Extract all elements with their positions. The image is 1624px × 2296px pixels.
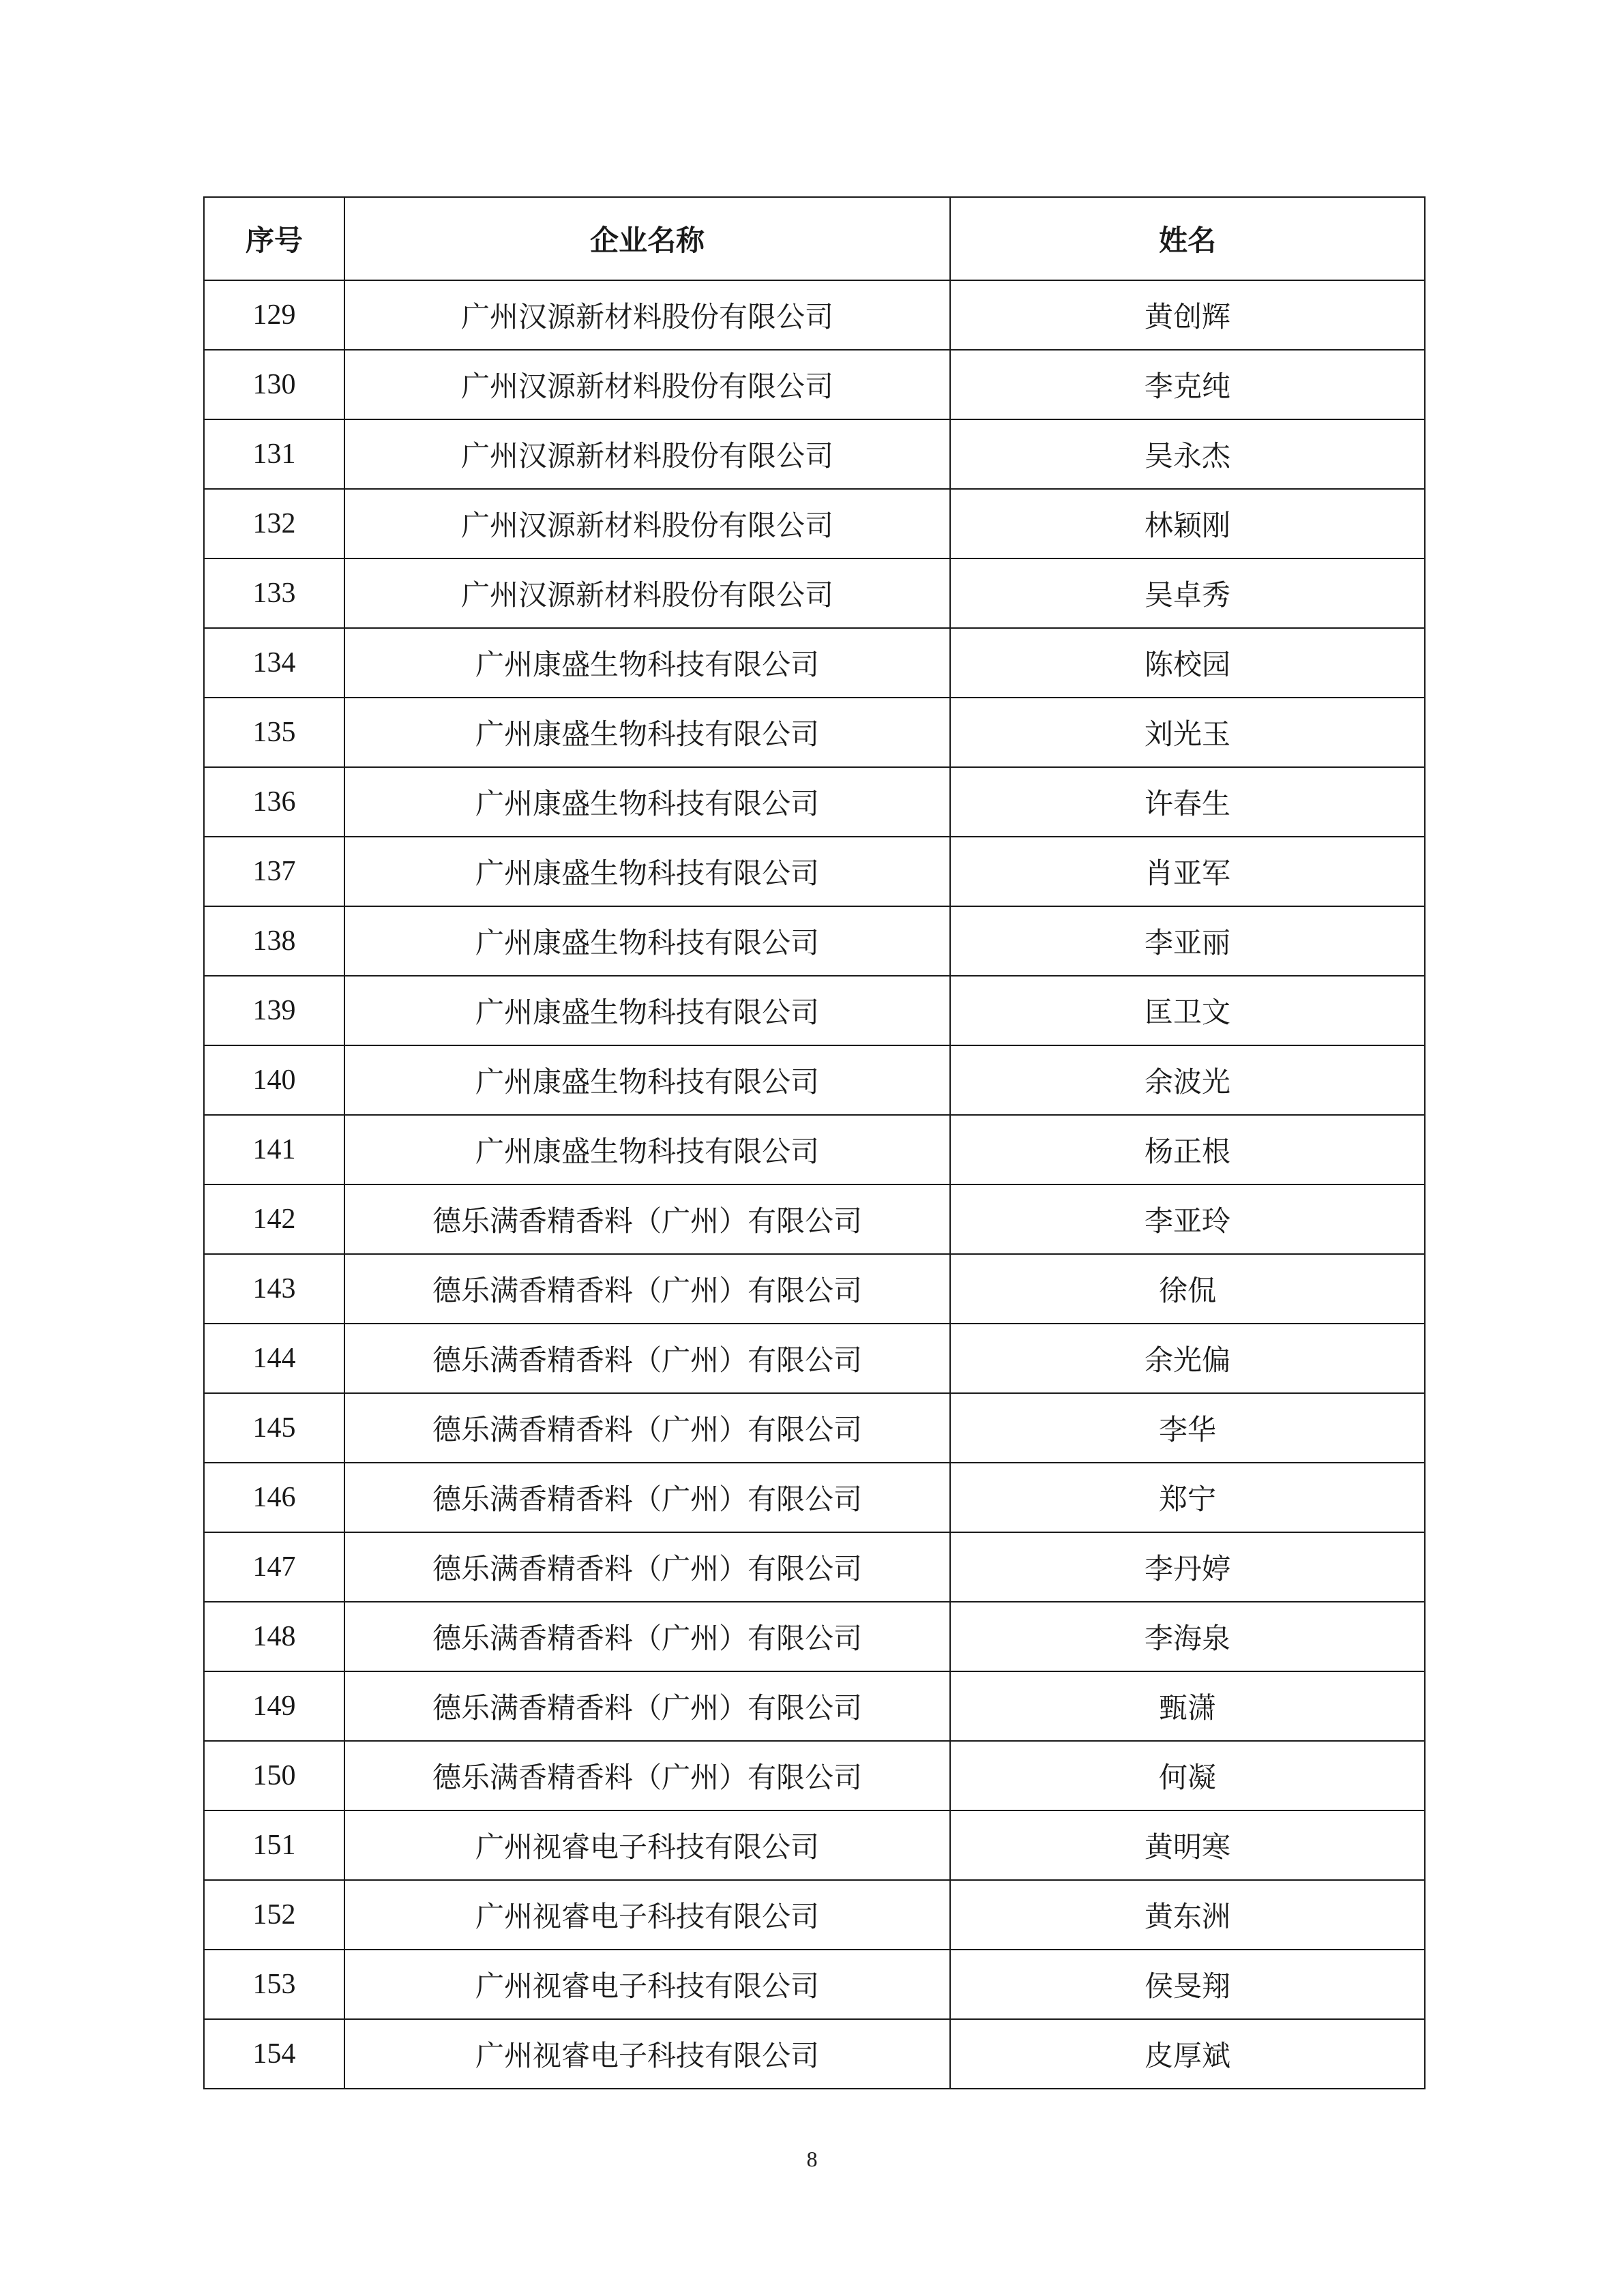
table-row [204, 2019, 1425, 2089]
table-row [204, 698, 1425, 767]
table-row [204, 1463, 1425, 1532]
person-name-cell: 许春生 [950, 767, 1425, 837]
person-name-cell: 刘光玉 [950, 698, 1425, 767]
person-name-cell: 黄明寒 [950, 1810, 1425, 1880]
serial-number-cell: 146 [204, 1463, 344, 1532]
serial-number-cell: 131 [204, 419, 344, 489]
header-serial-number: 序号 [204, 197, 344, 280]
personnel-table [203, 196, 1426, 2089]
person-name-cell: 何凝 [950, 1741, 1425, 1810]
person-name-cell: 李亚玲 [950, 1184, 1425, 1254]
person-name-cell: 黄东洲 [950, 1880, 1425, 1950]
person-name-cell: 侯旻翔 [950, 1950, 1425, 2019]
header-company-name: 企业名称 [344, 197, 950, 280]
company-name-cell: 德乐满香精香料（广州）有限公司 [344, 1184, 950, 1254]
serial-number-cell: 147 [204, 1532, 344, 1602]
serial-number-cell: 150 [204, 1741, 344, 1810]
company-name-cell: 广州康盛生物科技有限公司 [344, 1115, 950, 1184]
table-row [204, 1045, 1425, 1115]
table-row [204, 628, 1425, 698]
person-name-cell: 吴永杰 [950, 419, 1425, 489]
serial-number-cell: 143 [204, 1254, 344, 1324]
person-name-cell: 吴卓秀 [950, 558, 1425, 628]
company-name-cell: 广州康盛生物科技有限公司 [344, 698, 950, 767]
table-row [204, 976, 1425, 1045]
company-name-cell: 广州视睿电子科技有限公司 [344, 1880, 950, 1950]
table-row [204, 1254, 1425, 1324]
serial-number-cell: 152 [204, 1880, 344, 1950]
person-name-cell: 郑宁 [950, 1463, 1425, 1532]
table-row [204, 1741, 1425, 1810]
company-name-cell: 德乐满香精香料（广州）有限公司 [344, 1463, 950, 1532]
person-name-cell: 李亚丽 [950, 906, 1425, 976]
company-name-cell: 德乐满香精香料（广州）有限公司 [344, 1741, 950, 1810]
company-name-cell: 广州汉源新材料股份有限公司 [344, 558, 950, 628]
person-name-cell: 杨正根 [950, 1115, 1425, 1184]
table-row [204, 1324, 1425, 1393]
table-row [204, 1393, 1425, 1463]
serial-number-cell: 141 [204, 1115, 344, 1184]
serial-number-cell: 135 [204, 698, 344, 767]
header-person-name: 姓名 [950, 197, 1425, 280]
person-name-cell: 肖亚军 [950, 837, 1425, 906]
serial-number-cell: 153 [204, 1950, 344, 2019]
table-row [204, 419, 1425, 489]
serial-number-cell: 139 [204, 976, 344, 1045]
company-name-cell: 广州视睿电子科技有限公司 [344, 1950, 950, 2019]
table-row [204, 1950, 1425, 2019]
table-row [204, 558, 1425, 628]
person-name-cell: 李海泉 [950, 1602, 1425, 1671]
person-name-cell: 匡卫文 [950, 976, 1425, 1045]
serial-number-cell: 130 [204, 350, 344, 419]
company-name-cell: 德乐满香精香料（广州）有限公司 [344, 1324, 950, 1393]
company-name-cell: 广州汉源新材料股份有限公司 [344, 280, 950, 350]
table-row [204, 837, 1425, 906]
table-row [204, 350, 1425, 419]
serial-number-cell: 148 [204, 1602, 344, 1671]
table-row [204, 1810, 1425, 1880]
serial-number-cell: 154 [204, 2019, 344, 2089]
company-name-cell: 广州视睿电子科技有限公司 [344, 2019, 950, 2089]
company-name-cell: 广州汉源新材料股份有限公司 [344, 350, 950, 419]
person-name-cell: 甄潇 [950, 1671, 1425, 1741]
person-name-cell: 李丹婷 [950, 1532, 1425, 1602]
company-name-cell: 广州康盛生物科技有限公司 [344, 628, 950, 698]
table-row [204, 906, 1425, 976]
page-number: 8 [806, 2147, 818, 2171]
table-row [204, 280, 1425, 350]
serial-number-cell: 137 [204, 837, 344, 906]
serial-number-cell: 134 [204, 628, 344, 698]
table-header [204, 197, 1425, 280]
serial-number-cell: 138 [204, 906, 344, 976]
serial-number-cell: 129 [204, 280, 344, 350]
serial-number-cell: 151 [204, 1810, 344, 1880]
serial-number-cell: 142 [204, 1184, 344, 1254]
serial-number-cell: 144 [204, 1324, 344, 1393]
table-row [204, 489, 1425, 558]
person-name-cell: 余波光 [950, 1045, 1425, 1115]
company-name-cell: 广州康盛生物科技有限公司 [344, 906, 950, 976]
company-name-cell: 广州视睿电子科技有限公司 [344, 1810, 950, 1880]
person-name-cell: 黄创辉 [950, 280, 1425, 350]
table-row [204, 1880, 1425, 1950]
person-name-cell: 李克纯 [950, 350, 1425, 419]
company-name-cell: 广州康盛生物科技有限公司 [344, 837, 950, 906]
table-row [204, 767, 1425, 837]
person-name-cell: 徐侃 [950, 1254, 1425, 1324]
person-name-cell: 陈校园 [950, 628, 1425, 698]
company-name-cell: 德乐满香精香料（广州）有限公司 [344, 1671, 950, 1741]
serial-number-cell: 136 [204, 767, 344, 837]
table-body [204, 280, 1425, 2089]
person-name-cell: 皮厚斌 [950, 2019, 1425, 2089]
serial-number-cell: 140 [204, 1045, 344, 1115]
table-row [204, 1115, 1425, 1184]
company-name-cell: 广州康盛生物科技有限公司 [344, 976, 950, 1045]
company-name-cell: 广州汉源新材料股份有限公司 [344, 489, 950, 558]
table-row [204, 1532, 1425, 1602]
serial-number-cell: 132 [204, 489, 344, 558]
table-row [204, 1184, 1425, 1254]
header-row [204, 197, 1425, 280]
company-name-cell: 广州康盛生物科技有限公司 [344, 767, 950, 837]
company-name-cell: 德乐满香精香料（广州）有限公司 [344, 1254, 950, 1324]
company-name-cell: 广州汉源新材料股份有限公司 [344, 419, 950, 489]
company-name-cell: 广州康盛生物科技有限公司 [344, 1045, 950, 1115]
person-name-cell: 李华 [950, 1393, 1425, 1463]
person-name-cell: 林颖刚 [950, 489, 1425, 558]
company-name-cell: 德乐满香精香料（广州）有限公司 [344, 1532, 950, 1602]
table-row [204, 1602, 1425, 1671]
company-name-cell: 德乐满香精香料（广州）有限公司 [344, 1393, 950, 1463]
serial-number-cell: 145 [204, 1393, 344, 1463]
person-name-cell: 余光偏 [950, 1324, 1425, 1393]
table-row [204, 1671, 1425, 1741]
serial-number-cell: 149 [204, 1671, 344, 1741]
serial-number-cell: 133 [204, 558, 344, 628]
company-name-cell: 德乐满香精香料（广州）有限公司 [344, 1602, 950, 1671]
